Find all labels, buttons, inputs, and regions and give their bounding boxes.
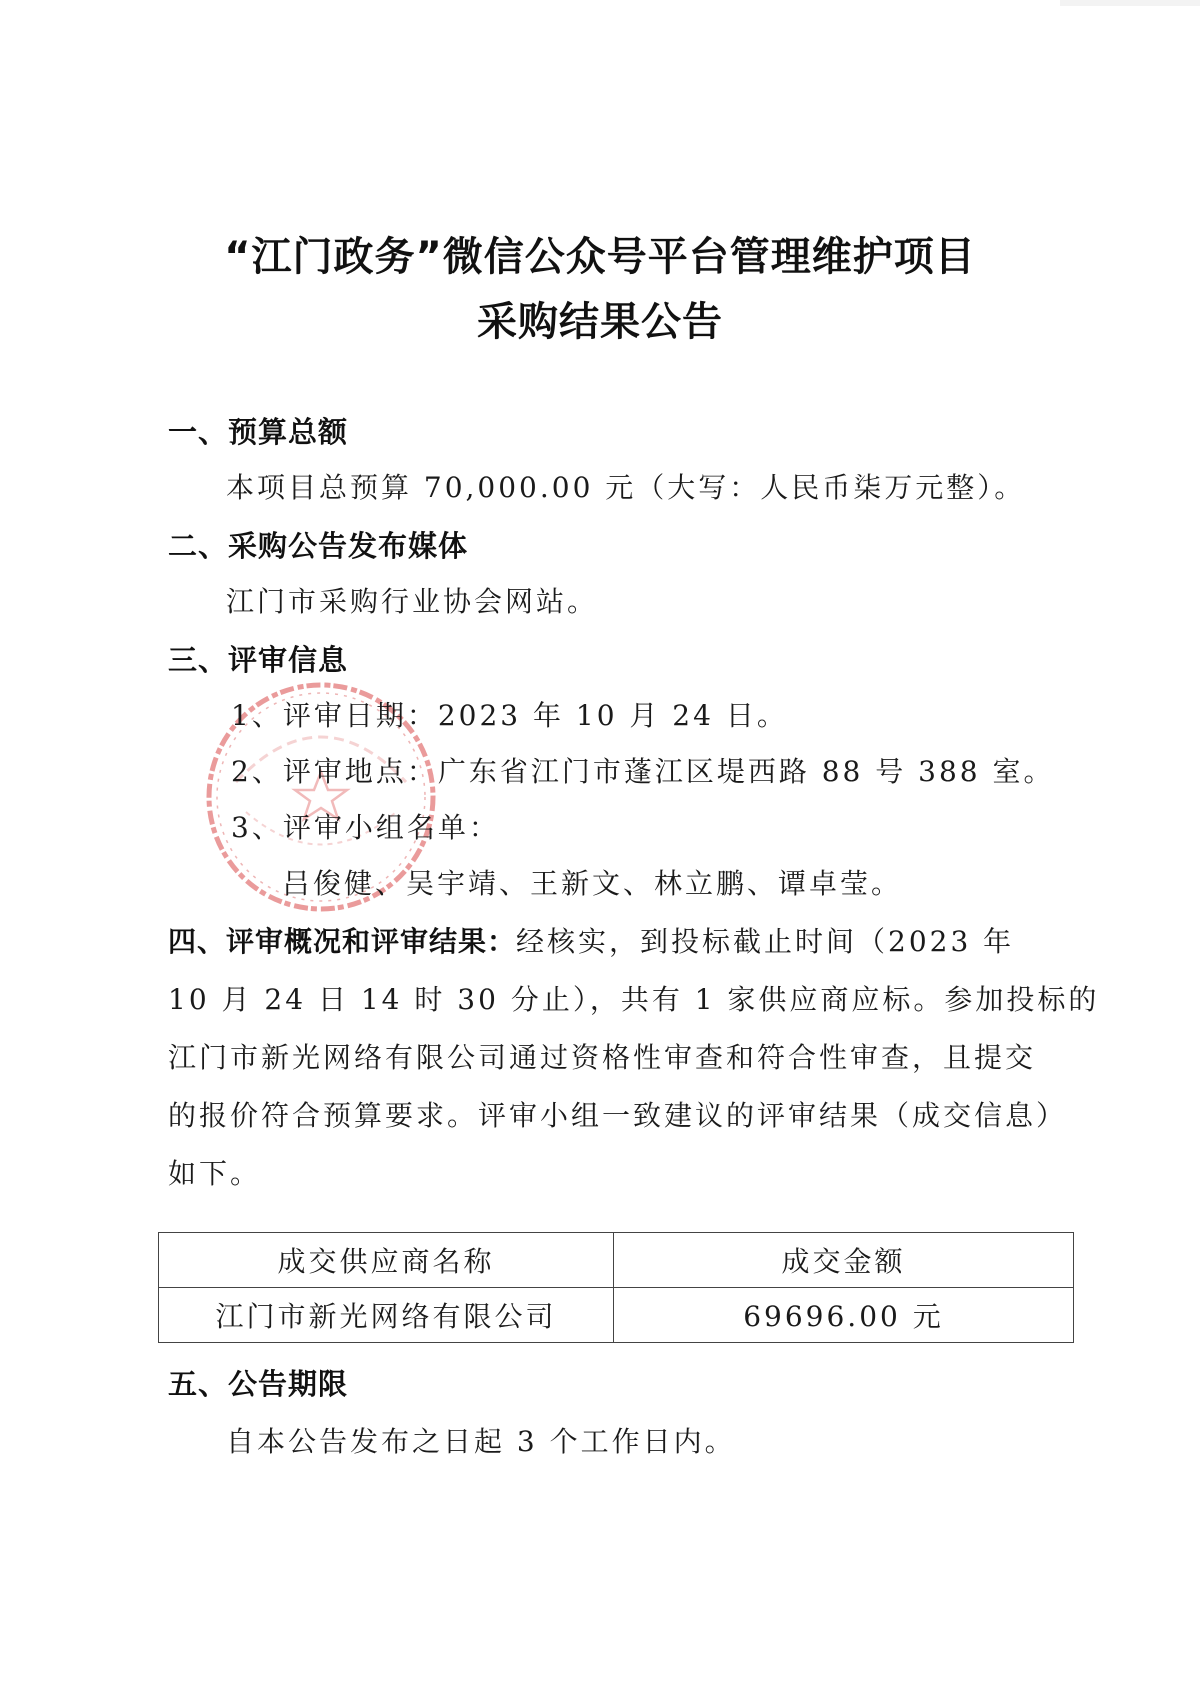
table-header-row: [159, 1233, 1074, 1288]
scan-edge: [1060, 0, 1200, 6]
result-line5: 如下。: [168, 1157, 262, 1190]
result-line2: 10 月 24 日 14 时 30 分止），共有 1 家供应商应标。参加投标的: [168, 983, 1100, 1016]
result-first-line: [168, 920, 1014, 960]
section-heading-review: 三、评审信息: [168, 643, 349, 677]
table-header-cell: 成交供应商名称: [159, 1233, 614, 1288]
review-date: 1、评审日期：2023 年 10 月 24 日。: [231, 699, 788, 732]
result-line1-text: 经核实，到投标截止时间（2023 年: [516, 925, 1015, 958]
budget-text: 本项目总预算 70,000.00 元（大写：人民币柒万元整）。: [226, 471, 1026, 504]
review-panel-label: 3、评审小组名单：: [231, 811, 500, 844]
table-header-cell: 成交金额: [614, 1233, 1074, 1288]
table-row: [159, 1288, 1074, 1343]
period-text: 自本公告发布之日起 3 个工作日内。: [226, 1425, 736, 1458]
section-heading-period: 五、公告期限: [168, 1367, 349, 1401]
document-title-line2: 采购结果公告: [477, 299, 723, 345]
table-cell-amount: 69696.00 元: [614, 1288, 1074, 1343]
table-cell-supplier: 江门市新光网络有限公司: [159, 1288, 614, 1343]
result-line4: 的报价符合预算要求。评审小组一致建议的评审结果（成交信息）: [168, 1099, 1068, 1132]
section-heading-result: 四、评审概况和评审结果：: [168, 925, 517, 958]
review-panel-members: 吕俊健、吴宇靖、王新文、林立鹏、谭卓莹。: [282, 867, 903, 900]
document-title-line1: “江门政务”微信公众号平台管理维护项目: [224, 234, 976, 280]
review-place: 2、评审地点：广东省江门市蓬江区堤西路 88 号 388 室。: [231, 755, 1055, 788]
section-heading-media: 二、采购公告发布媒体: [168, 529, 469, 563]
result-line3: 江门市新光网络有限公司通过资格性审查和符合性审查，且提交: [168, 1041, 1037, 1074]
media-text: 江门市采购行业协会网站。: [226, 585, 599, 618]
award-table: [158, 1232, 1074, 1343]
section-heading-budget: 一、预算总额: [168, 415, 349, 449]
